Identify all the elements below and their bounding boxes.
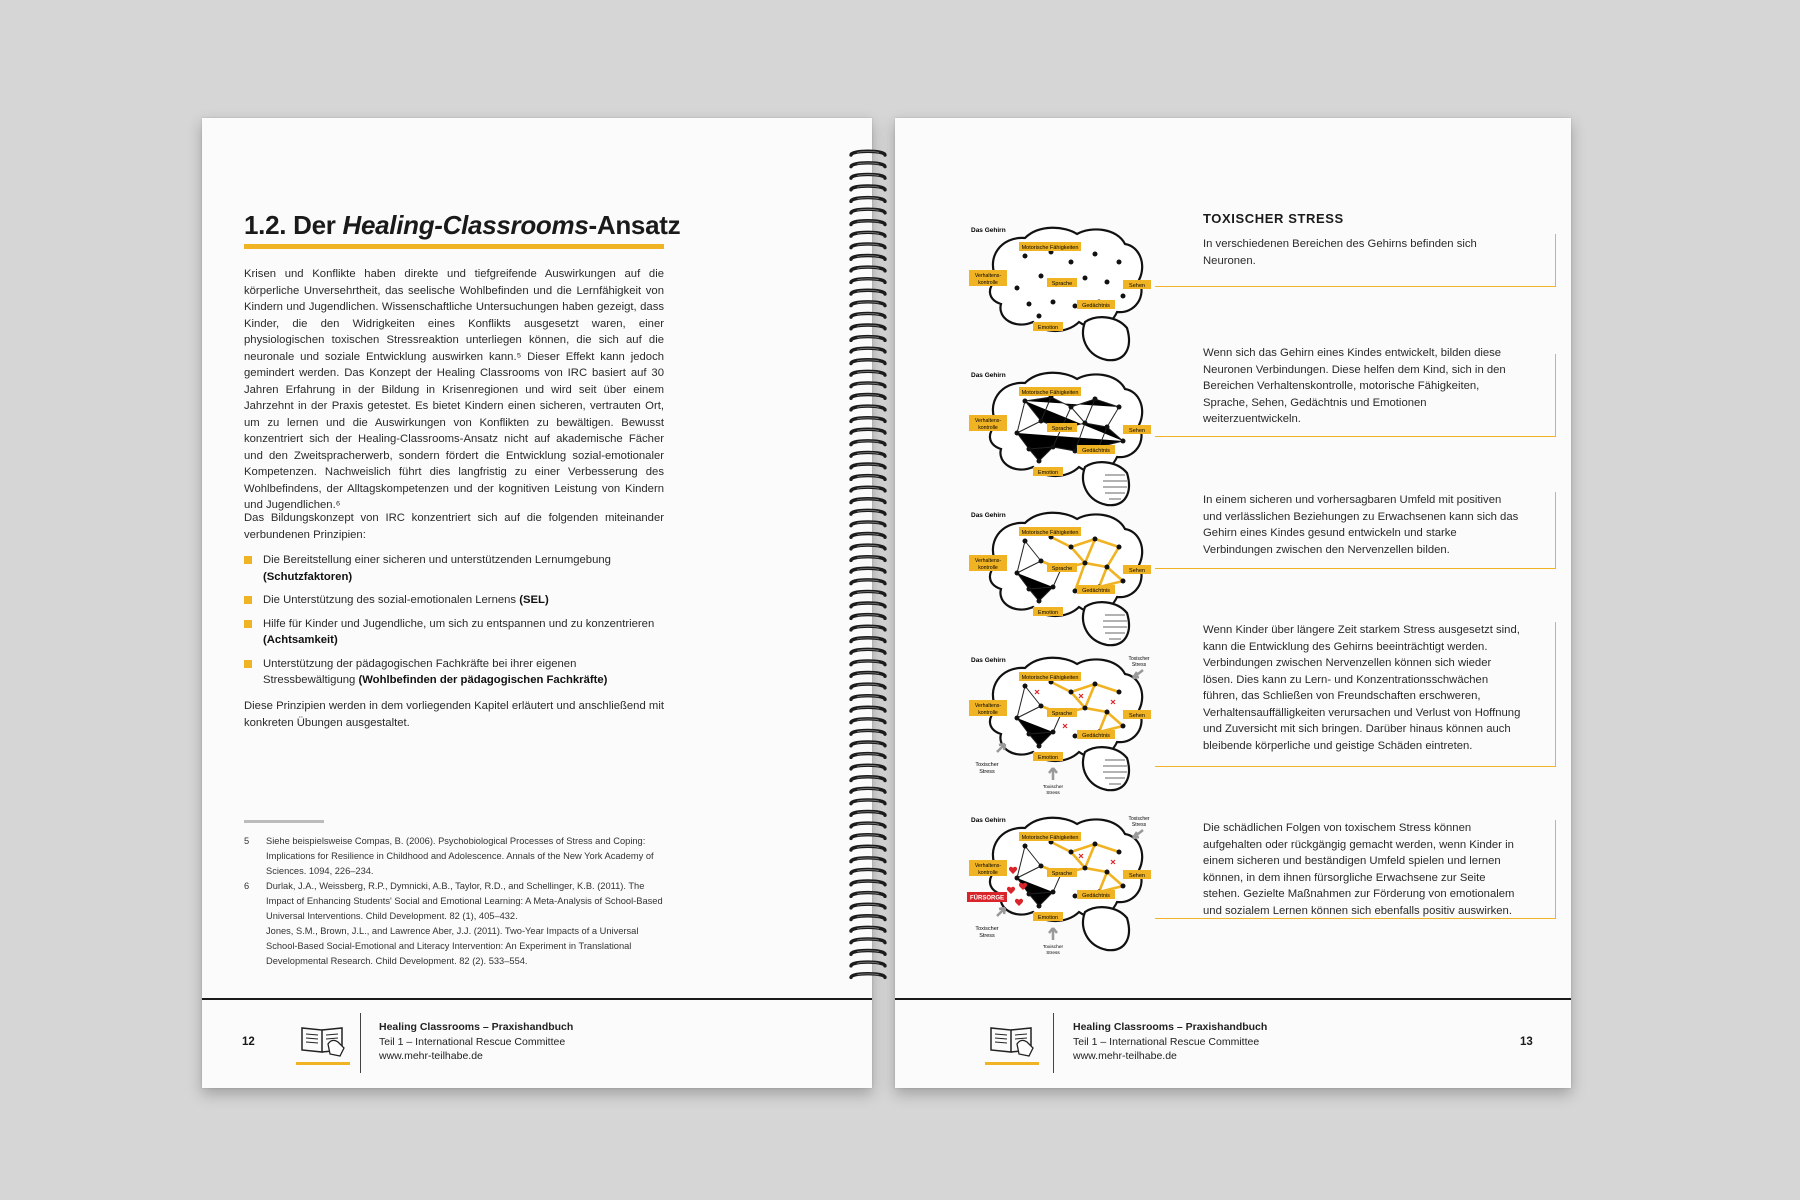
footnote: 5 Siehe beispielsweise Compas, B. (2006). Psychobiological Processes of Stress and Coping: Implications for Resilience in Childhood and Adolescence. Annals of the New York Academy of Sciences. 1094, 226–234. [244,836,654,876]
binding-coil [851,290,885,294]
stage-5-description: Die schädlichen Folgen von toxischem Stress können aufgehalten oder rückgängig gemacht werden, wenn Kinder in einem sicheren und beständigen Umfeld spielen und lernen können, in dem ihnen fürsorgliche Erwachsene zur Seite stehen. Gezielte Maßnahmen zur Förderung von emotionalem und sozialem Lernen können sich ebenfalls positiv auswirken. [1203,822,1515,917]
brain-diagram-care [967,808,1157,958]
label-toxic-stress-2: Stress [979,933,995,939]
binding-coil [851,754,885,758]
binding-coil [851,279,885,283]
book-hand-icon [298,1018,348,1058]
label-memory: Gedächtnis [1082,448,1110,454]
book-hand-icon [987,1018,1037,1058]
right-page [895,118,1571,1088]
intro-paragraph: Krisen und Konflikte haben direkte und tiefgreifende Auswirkungen auf die körperliche Unversehrtheit, das seelische Wohlbefinden und die Lernfähigkeit von Kindern und Jugendlichen. Wissenschaftliche Untersuchungen haben gezeigt, dass Kinder, die den Widrigkeiten eines Konflikts ausgesetzt waren, einer physiologischen toxischen Stressreaktion unterliegen können, die sich auf die neuronale und soziale Entwicklung auswirken kann.⁵ Dieser Effekt kann jedoch gemindert werden. Das Konzept der Healing Classrooms von IRC basiert auf 30 Jahren Erfahrung in der Bildung in Krisenregionen und wird seit über einem Jahrzehnt in der Praxis getestet. Es bietet Kindern einen sicheren, vertrauten Ort, um zu lernen und die Auswirkungen von Konflikten zu bewältigen. Bewusst konzentriert sich der Healing-Classrooms-Ansatz nicht auf akademische Fächer und den Zweitspracherwerb, sondern fördert die Entwicklung sozial-emotionaler Kompetenzen. Nachweislich führt dies langfristig zu einer Verbesserung des Wohlbefindens, der Alltagskompetenzen und der kognitiven Leistung von Kindern und Jugendlichen.⁶ [244,268,664,511]
principles-list [244,552,664,696]
footer-rule [895,998,1571,1000]
binding-coil [851,348,885,352]
stage-1-description: In verschiedenen Bereichen des Gehirns befinden sich Neuronen. [1203,238,1477,267]
binding-coil [851,823,885,827]
binding-coil [851,742,885,746]
footer-info: Healing Classrooms – Praxishandbuch Teil 1 – International Rescue Committee www.mehr-teilhabe.de [1073,1021,1268,1062]
list-item: Die Bereitstellung einer sicheren und unterstützenden Lernumgebung (Schutzfaktoren) [244,552,664,585]
binding-coil [851,615,885,619]
label-emotion: Emotion [1037,610,1059,616]
label-toxic-stress: Toxischer [975,926,999,932]
label-motor: Motorische Fähigkeiten [1021,530,1079,536]
binding-coil [851,464,885,468]
footnotes [244,834,664,969]
binding-coil [851,209,885,213]
footer-divider [1053,1013,1054,1073]
binding-coil [851,163,885,167]
brain-diagram-connections [967,363,1157,513]
brain-diagram-toxic-stress [967,648,1157,798]
label-motor: Motorische Fähigkeiten [1021,835,1079,841]
stage-3-description: In einem sicheren und vorhersagbaren Umfeld mit positiven und verlässlichen Beziehungen zu Erwachsenen kann sich das Gehirn eines Kindes gesund entwickeln und starke Verbindungen zwischen den Nervenzellen bilden. [1203,494,1519,556]
binding-coil [851,232,885,236]
binding-coil [851,395,885,399]
binding-coil [851,522,885,526]
label-toxic-stress: Toxischer [1042,945,1064,950]
label-behavior: Verhaltens- [974,863,1002,869]
binding-coil [851,418,885,422]
binding-coil [851,256,885,260]
binding-coil [851,730,885,734]
label-vision: Sehen [1129,428,1145,434]
binding-coil [851,893,885,897]
binding-coil [851,649,885,653]
stage-2-description: Wenn sich das Gehirn eines Kindes entwickelt, bilden diese Neuronen Verbindungen. Diese helfen dem Kind, sich in den Bereichen Verhaltenskontrolle, motorische Fähigkeiten, Sprache, Sehen, Gedächtnis und Emotionen weiterzuentwickeln. [1203,347,1506,425]
label-behavior: Verhaltens- [974,558,1002,564]
label-memory: Gedächtnis [1082,303,1110,309]
label-emotion: Emotion [1037,325,1059,331]
footer-accent-bar [985,1062,1039,1065]
bullet-square [244,556,252,564]
label-behavior: Verhaltens- [974,418,1002,424]
footer-divider [360,1013,361,1073]
binding-coil [851,221,885,225]
binding-coil [851,267,885,271]
binding-coil [851,174,885,178]
binding-coil [851,638,885,642]
label-motor: Motorische Fähigkeiten [1021,245,1079,251]
binding-coil [851,429,885,433]
label-toxic-stress: Toxischer [1128,656,1150,662]
footer-accent-bar [296,1062,350,1065]
bullet-square [244,660,252,668]
binding-coil [851,974,885,978]
footnote: 6 Durlak, J.A., Weissberg, R.P., Dymnicki, A.B., Taylor, R.D., and Schellinger, K.B. (2011). The Impact of Enhancing Students' Social and Emotional Learning: A Meta-Analysis of School-Based Universal Interventions. Child Development. 82 (1), 405–432. [244,881,663,921]
spiral-binding [849,146,887,980]
label-language: Sprache [1051,566,1073,572]
label-vision: Sehen [1129,568,1145,574]
footer-rule [202,998,872,1000]
binding-coil [851,325,885,329]
binding-coil [851,788,885,792]
title-underline [244,244,664,249]
page-number: 13 [1520,1036,1533,1048]
label-emotion: Emotion [1037,915,1059,921]
label-behavior-2: kontrolle [978,565,998,571]
footnote: Jones, S.M., Brown, J.L., and Lawrence Aber, J.J. (2011). Two-Year Impacts of a Universal School-Based Social-Emotional and Literacy Intervention: An Experiment in Translational Developmental Research. Child Development. 82 (2). 533–554. [266,926,639,966]
label-behavior-2: kontrolle [978,710,998,716]
binding-coil [851,696,885,700]
list-item: Unterstützung der pädagogischen Fachkräfte bei ihrer eigenen Stressbewältigung (Wohlbefinden der pädagogischen Fachkräfte) [244,656,664,689]
list-item: Hilfe für Kinder und Jugendliche, um sich zu entspannen und zu konzentrieren (Achtsamkeit) [244,616,664,649]
binding-coil [851,534,885,538]
brain-label: Das Gehirn [971,817,1006,824]
page-number: 12 [242,1036,255,1048]
binding-coil [851,580,885,584]
binding-coil [851,765,885,769]
binding-coil [851,927,885,931]
binding-coil [851,835,885,839]
binding-coil [851,510,885,514]
binding-coil [851,661,885,665]
label-language: Sprache [1051,871,1073,877]
label-toxic-stress-2: Stress [1046,951,1060,956]
label-motor: Motorische Fähigkeiten [1021,675,1079,681]
label-motor: Motorische Fähigkeiten [1021,390,1079,396]
label-toxic-stress-2: Stress [979,769,995,775]
label-toxic-stress-2: Stress [1131,822,1147,828]
binding-coil [851,545,885,549]
binding-coil [851,441,885,445]
binding-coil [851,151,885,155]
binding-coil [851,939,885,943]
label-behavior: Verhaltens- [974,273,1002,279]
binding-coil [851,951,885,955]
binding-coil [851,777,885,781]
binding-coil [851,707,885,711]
binding-coil [851,406,885,410]
binding-coil [851,383,885,387]
footnote-divider [244,820,324,823]
binding-coil [851,684,885,688]
label-emotion: Emotion [1037,755,1059,761]
principles-intro: Das Bildungskonzept von IRC konzentriert sich auf die folgenden miteinander verbundenen Prinzipien: [244,512,664,541]
label-language: Sprache [1051,281,1073,287]
binding-coil [851,673,885,677]
label-toxic-stress: Toxischer [1042,785,1064,790]
label-memory: Gedächtnis [1082,733,1110,739]
label-behavior-2: kontrolle [978,870,998,876]
binding-coil [851,591,885,595]
binding-coil [851,476,885,480]
binding-coil [851,904,885,908]
binding-coil [851,487,885,491]
binding-coil [851,360,885,364]
label-language: Sprache [1051,711,1073,717]
binding-coil [851,603,885,607]
label-language: Sprache [1051,426,1073,432]
binding-coil [851,626,885,630]
label-emotion: Emotion [1037,470,1059,476]
binding-coil [851,568,885,572]
binding-coil [851,881,885,885]
label-behavior-2: kontrolle [978,425,998,431]
section-title: 1.2. Der Healing-Classrooms-Ansatz [244,210,681,240]
binding-coil [851,916,885,920]
binding-coil [851,244,885,248]
stage-4-description: Wenn Kinder über längere Zeit starkem Stress ausgesetzt sind, kann die Entwicklung des Gehirns beeinträchtigt werden. Verbindungen zwischen Nervenzellen können sich wieder lösen. Dies kann zu Lern- und Konzentrationsschwächen führen, das Schließen von Freundschaften erschweren, Verhaltensauffälligkeiten verursachen und Verlust von Hoffnung und Zuversicht mit sich bringen. Darüber hinaus können auch bleibende körperliche und geistige Schäden eintreten. [1203,624,1521,752]
binding-coil [851,313,885,317]
binding-coil [851,371,885,375]
brain-label: Das Gehirn [971,657,1006,664]
left-page [202,118,872,1088]
bullet-square [244,596,252,604]
label-toxic-stress-2: Stress [1046,791,1060,796]
binding-coil [851,962,885,966]
brain-label: Das Gehirn [971,512,1006,519]
page-heading: TOXISCHER STRESS [1203,211,1344,226]
binding-coil [851,452,885,456]
brain-label: Das Gehirn [971,372,1006,379]
binding-coil [851,499,885,503]
binding-coil [851,337,885,341]
binding-coil [851,302,885,306]
label-toxic-stress: Toxischer [1128,816,1150,822]
binding-coil [851,846,885,850]
bullet-square [244,620,252,628]
brain-diagram-strong-connections [967,503,1157,653]
label-care: FÜRSORGE [969,895,1005,902]
closing-paragraph: Diese Prinzipien werden in dem vorliegenden Kapitel erläutert und anschließend mit konkreten Übungen ausgestaltet. [244,700,664,729]
binding-coil [851,869,885,873]
list-item: Die Unterstützung des sozial-emotionalen Lernens (SEL) [244,592,664,609]
label-toxic-stress-2: Stress [1131,662,1147,668]
binding-coil [851,812,885,816]
label-vision: Sehen [1129,713,1145,719]
binding-coil [851,198,885,202]
label-memory: Gedächtnis [1082,588,1110,594]
footer-info: Healing Classrooms – Praxishandbuch Teil 1 – International Rescue Committee www.mehr-teilhabe.de [379,1021,574,1062]
binding-coil [851,186,885,190]
brain-label: Das Gehirn [971,227,1006,234]
label-behavior-2: kontrolle [978,280,998,286]
label-vision: Sehen [1129,283,1145,289]
binding-coil [851,800,885,804]
binding-coil [851,858,885,862]
label-behavior: Verhaltens- [974,703,1002,709]
binding-coil [851,719,885,723]
label-memory: Gedächtnis [1082,893,1110,899]
brain-diagram-neurons [967,218,1157,368]
label-vision: Sehen [1129,873,1145,879]
binding-coil [851,557,885,561]
label-toxic-stress: Toxischer [975,762,999,768]
